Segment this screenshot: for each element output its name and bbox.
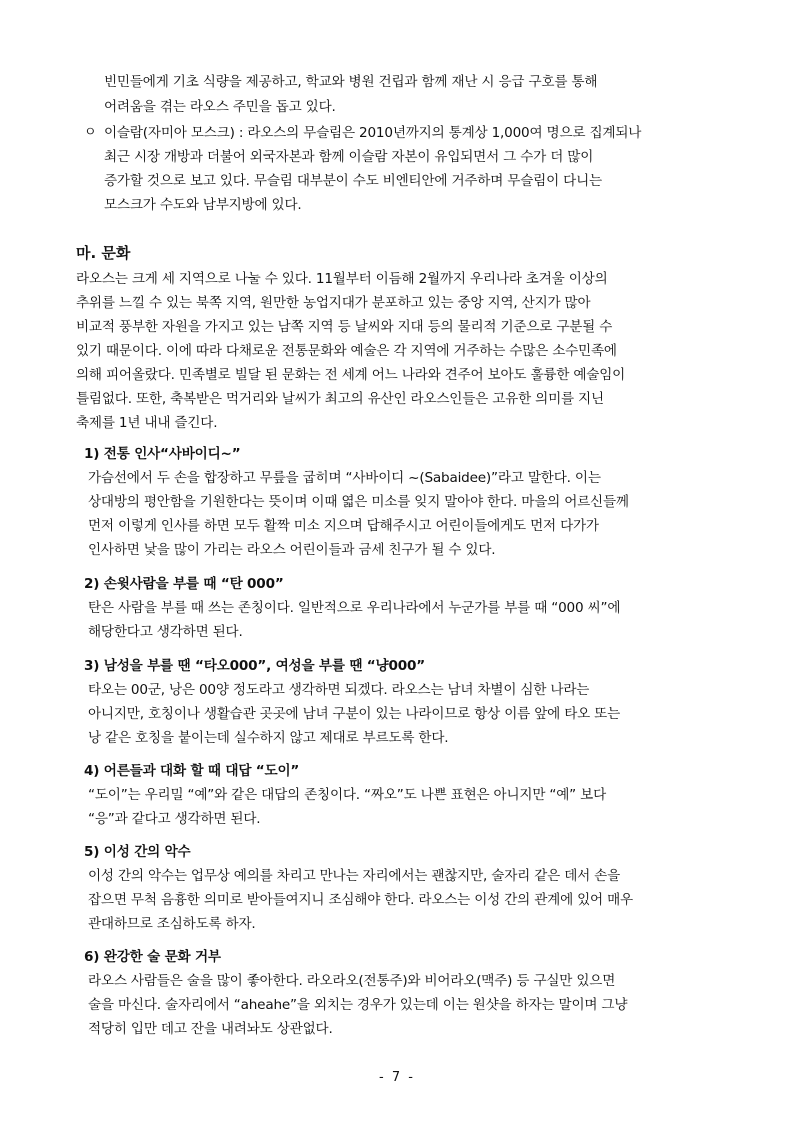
item-6-line-1: 라오스 사람들은 술을 많이 좋아한다. 라오라오(전통주)와 비어라오(맥주) 등 구실만 있으면	[88, 973, 616, 989]
paragraph-line-4: 있기 때문이다. 이에 따라 다채로운 전통문화와 예술은 각 지역에 거주하는 수많은 소수민족에	[76, 343, 617, 359]
item-3-line-1: 타오는 00군, 낭은 00양 정도라고 생각하면 되겠다. 라오스는 남녀 차별이 심한 나라는	[88, 682, 590, 698]
item-1-line-4: 인사하면 낯을 많이 가리는 라오스 어린이들과 금세 친구가 될 수 있다.	[88, 542, 496, 558]
item-1-line-1: 가슴선에서 두 손을 합장하고 무릎을 굽히며 “사바이디 ~(Sabaidee)”라고 말한다. 이는	[88, 470, 601, 486]
item-3-line-2: 아니지만, 호칭이나 생활습관 곳곳에 남녀 구분이 있는 나라이므로 항상 이름 앞에 타오 또는	[88, 706, 621, 722]
paragraph-line-7: 축제를 1년 내내 즐긴다.	[76, 415, 218, 431]
item-1-line-2: 상대방의 평안함을 기원한다는 뜻이며 이때 엷은 미소를 잊지 말아야 한다. 마을의 어르신들께	[88, 494, 629, 510]
paragraph-line-3: 비교적 풍부한 자원을 가지고 있는 남쪽 지역 등 날씨와 지대 등의 물리적 기준으로 구분될 수	[76, 319, 613, 335]
bullet-symbol: ㅇ	[84, 125, 97, 140]
item-6-line-2: 술을 마신다. 술자리에서 “aheahe”을 외치는 경우가 있는데 이는 원샷을 하자는 말이며 그냥	[88, 997, 628, 1013]
islam-line-3: 증가할 것으로 보고 있다. 무슬림 대부분이 수도 비엔티안에 거주하며 무슬림이 다니는	[104, 173, 602, 189]
item-1-line-3: 먼저 이렇게 인사를 하면 모두 활짝 미소 지으며 답해주시고 어린이들에게도 먼저 다가가	[88, 518, 599, 534]
item-5-line-2: 잡으면 무척 음흉한 의미로 받아들여지니 조심해야 한다. 라오스는 이성 간의 관계에 있어 매우	[88, 892, 633, 908]
item-3-line-3: 낭 같은 호칭을 붙이는데 실수하지 않고 제대로 부르도록 한다.	[88, 730, 449, 746]
item-6-line-3: 적당히 입만 데고 잔을 내려놔도 상관없다.	[88, 1021, 333, 1037]
intro-line-1: 빈민들에게 기초 식량을 제공하고, 학교와 병원 건립과 함께 재난 시 응급 구호를 통해	[104, 74, 598, 90]
item-5-line-3: 관대하므로 조심하도록 하자.	[88, 916, 256, 932]
item-3-heading: 3) 남성을 부를 땐 “타오000”, 여성을 부를 땐 “냥000”	[84, 658, 425, 674]
paragraph-line-6: 틀림없다. 또한, 축복받은 먹거리와 날씨가 최고의 유산인 라오스인들은 고유한 의미를 지닌	[76, 391, 604, 407]
section-title: 마. 문화	[76, 244, 131, 262]
islam-line-1: 이슬람(자미아 모스크) : 라오스의 무슬림은 2010년까지의 통계상 1,000여 명으로 집계되나	[104, 125, 642, 141]
item-6-heading: 6) 완강한 술 문화 거부	[84, 949, 221, 965]
item-2-line-2: 해당한다고 생각하면 된다.	[88, 624, 243, 640]
item-2-heading: 2) 손윗사람을 부를 때 “탄 000”	[84, 576, 284, 592]
paragraph-line-1: 라오스는 크게 세 지역으로 나눌 수 있다. 11월부터 이듬해 2월까지 우리나라 초겨울 이상의	[76, 271, 608, 287]
islam-line-2: 최근 시장 개방과 더불어 외국자본과 함께 이슬람 자본이 유입되면서 그 수가 더 많이	[104, 149, 594, 165]
item-4-line-2: “응”과 같다고 생각하면 된다.	[88, 811, 261, 827]
paragraph-line-5: 의해 피어올랐다. 민족별로 빌달 된 문화는 전 세계 어느 나라와 견주어 보아도 훌륭한 예술임이	[76, 367, 626, 383]
islam-line-4: 모스크가 수도와 남부지방에 있다.	[104, 197, 302, 213]
paragraph-line-2: 추위를 느낄 수 있는 북쪽 지역, 원만한 농업지대가 분포하고 있는 중앙 지역, 산지가 많아	[76, 295, 591, 311]
item-5-heading: 5) 이성 간의 악수	[84, 844, 191, 860]
item-4-heading: 4) 어른들과 대화 할 때 대답 “도이”	[84, 763, 300, 779]
item-2-line-1: 탄은 사람을 부를 때 쓰는 존칭이다. 일반적으로 우리나라에서 누군가를 부를 때 “000 씨”에	[88, 600, 621, 616]
item-5-line-1: 이성 간의 악수는 업무상 예의를 차리고 만나는 자리에서는 괜찮지만, 술자리 같은 데서 손을	[88, 868, 621, 884]
item-4-line-1: “도이”는 우리밀 “예”와 같은 대답의 존칭이다. “짜오”도 나쁜 표현은 아니지만 “예” 보다	[88, 787, 607, 803]
intro-line-2: 어려움을 겪는 라오스 주민을 돕고 있다.	[104, 99, 336, 115]
item-1-heading: 1) 전통 인사“사바이디~”	[84, 446, 241, 462]
page-number: - 7 -	[379, 1070, 415, 1085]
